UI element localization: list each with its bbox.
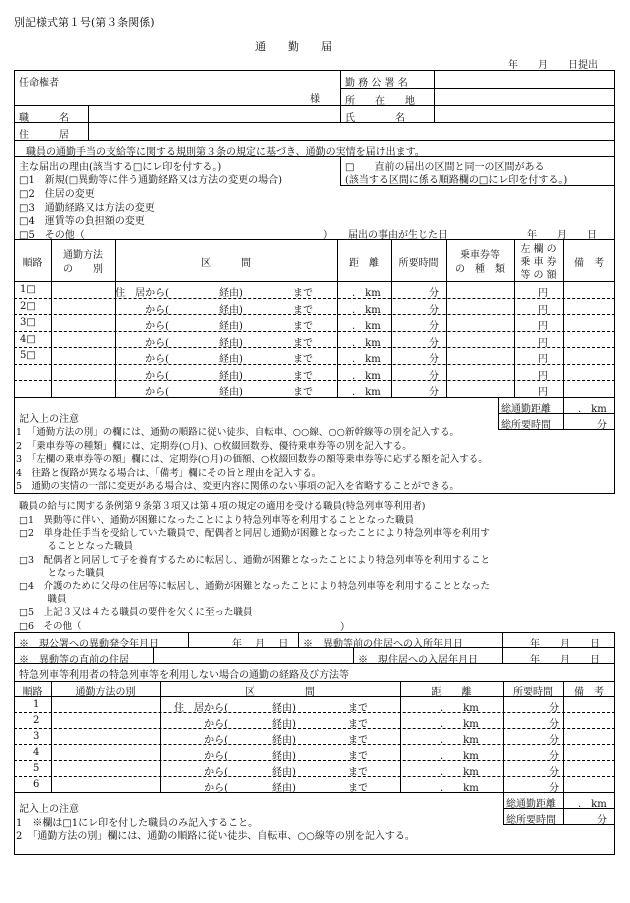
header-time: 所要時間 (513, 687, 553, 698)
row-via: 経由) (219, 304, 243, 316)
row-order[interactable]: 2□ (20, 300, 36, 312)
reason-2[interactable]: □2 住居の変更 (19, 189, 95, 200)
row-time[interactable]: 分 (429, 387, 439, 398)
row-order[interactable]: 4□ (20, 333, 36, 345)
row-amount[interactable]: 円 (538, 321, 548, 332)
row-time[interactable]: 分 (429, 337, 439, 349)
address-label: 所 在 地 (345, 96, 415, 107)
row-time[interactable]: 分 (549, 735, 559, 746)
row-to: まで (293, 288, 313, 299)
page-title: 通 勤 届 (255, 40, 332, 53)
row-via: 経由) (272, 751, 296, 762)
total-time-label: 総所要時間 (506, 815, 556, 826)
special-item: 職員 (19, 594, 67, 606)
prev-office-label: ※ 異動等の直前の住居 (19, 655, 129, 666)
row-to: まで (348, 719, 368, 730)
row-distance[interactable]: . km (440, 703, 479, 714)
notes1-item: 4 往路と復路が異なる場合は、「備考」欄にその旨と理由を記入する。 (16, 467, 322, 479)
row-time[interactable]: 分 (549, 719, 559, 730)
header-method: 通勤方法 (63, 250, 103, 261)
row-time[interactable]: 分 (429, 304, 439, 316)
prev-res-label: ※ 異動等前の住居への入所年月日 (303, 639, 463, 650)
row-time[interactable]: 分 (549, 767, 559, 778)
row-amount[interactable]: 円 (538, 337, 548, 349)
total-distance-label: 総通勤距離 (506, 799, 556, 810)
row-order[interactable]: 1□ (20, 284, 36, 295)
row-via: 経由) (272, 767, 296, 778)
row-distance[interactable]: . km (352, 387, 381, 398)
row-via: 経由) (272, 783, 296, 794)
row-order: 6 (33, 779, 40, 790)
row-via: 経由) (272, 703, 296, 714)
header-ticket: 乗車券等 (460, 250, 500, 261)
reason-5[interactable]: □5 その他（ (19, 230, 85, 241)
prev-res-date[interactable]: 年 月 日 (530, 639, 600, 650)
notes1-heading: 記入上の注意 (19, 414, 79, 425)
notes1-item: 1 「通勤方法の別」の欄には、通勤の順路に従い徒歩、自転車、○○線、○○新幹線等の別を記入する。 (16, 427, 459, 438)
honorific: 様 (310, 94, 320, 105)
row-distance[interactable]: . km (352, 321, 381, 332)
row-via: 経由) (219, 288, 243, 299)
row-distance[interactable]: . km (440, 783, 479, 794)
reason-3[interactable]: □3 通勤経路又は方法の変更 (19, 203, 155, 214)
row-time[interactable]: 分 (429, 370, 439, 382)
notes2-item: 2 「通勤方法の別」欄には、通勤の順路に従い徒歩、自転車、○○線等の別を記入する。 (16, 831, 415, 842)
row-to: まで (293, 354, 313, 365)
row-time[interactable]: 分 (429, 288, 439, 299)
same-section-note: (該当する区間に係る順路欄の□にレ印を付する。) (345, 175, 568, 186)
header-remarks: 備 考 (574, 687, 604, 698)
row-amount[interactable]: 円 (538, 304, 548, 316)
name-label: 氏 名 (345, 113, 405, 124)
cur-res-label: ※ 現住居への入居年月日 (358, 655, 478, 666)
header-amount: 左 欄 の (520, 244, 557, 255)
row-distance[interactable]: . km (352, 337, 381, 349)
row-amount[interactable]: 円 (538, 288, 548, 299)
row-time[interactable]: 分 (429, 321, 439, 332)
row-from: から( (204, 783, 228, 794)
row-to: まで (348, 767, 368, 778)
row-via: 経由) (219, 321, 243, 332)
appointer-label: 任命権者 (19, 78, 59, 89)
event-date-value[interactable]: 年 月 日 (527, 230, 597, 241)
row-amount[interactable]: 円 (538, 354, 548, 365)
special-item: ることとなった職員 (19, 541, 134, 553)
route2-title: 特急列車等利用者の特急列車等を利用しない場合の通勤の経路及び方法等 (19, 670, 349, 681)
special-item[interactable]: □3 配偶者と同居して子を養育するために転居し、通勤が困難となったことにより特急列車等を利用すること (19, 554, 491, 566)
row-distance[interactable]: . km (352, 288, 381, 299)
total-distance-value[interactable]: . km (578, 799, 607, 810)
job-label: 職 名 (19, 113, 69, 124)
row-to: まで (293, 304, 313, 316)
row-order: 1 (33, 699, 40, 710)
row-to: まで (348, 703, 368, 714)
form-id: 別記様式第１号(第３条関係) (14, 16, 155, 29)
row-time[interactable]: 分 (549, 751, 559, 762)
cur-office-label: ※ 現公署への異動発令年月日 (19, 639, 159, 650)
cur-res-date[interactable]: 年 月 日 (530, 655, 600, 666)
total-time-value[interactable]: 分 (597, 419, 607, 431)
special-item[interactable]: □5 上記３又は４たる職員の要件を欠くに至った職員 (19, 607, 253, 619)
row-from: から( (204, 767, 228, 778)
special-item: となった職員 (19, 567, 105, 579)
total-distance-value[interactable]: . km (578, 403, 607, 415)
header-order: 順路 (22, 687, 43, 698)
row-amount[interactable]: 円 (538, 370, 548, 382)
row-distance[interactable]: . km (440, 719, 479, 730)
row-distance[interactable]: . km (352, 304, 381, 316)
header-distance: 距 離 (349, 258, 379, 269)
row-distance[interactable]: . km (440, 767, 479, 778)
cur-office-date[interactable]: 年 月 日 (232, 639, 289, 650)
row-distance[interactable]: . km (440, 751, 479, 762)
row-from: から( (145, 304, 169, 316)
residence-label: 住 居 (19, 130, 69, 141)
row-order[interactable]: 3□ (20, 317, 36, 328)
special-item[interactable]: □6 その他（ (19, 620, 82, 632)
special-heading: 職員の給与に関する条例第９条第３項又は第４項の規定の適用を受ける職員(特急列車等利用者) (19, 501, 426, 512)
row-time[interactable]: 分 (549, 783, 559, 794)
header-order: 順路 (22, 258, 43, 269)
header-section: 区 間 (245, 687, 315, 698)
special-item[interactable]: □4 介護のために父母の住居等に転居し、通勤が困難となったことにより特急列車等を利用することとなった (19, 581, 491, 592)
row-from: から( (145, 387, 169, 398)
total-time-value[interactable]: 分 (597, 815, 607, 826)
row-order[interactable]: 5□ (20, 350, 36, 361)
row-via: 経由) (219, 354, 243, 365)
header-distance: 距 離 (431, 687, 472, 698)
header-section: 区 間 (201, 258, 251, 269)
row-to: まで (293, 337, 313, 349)
notes1-item: 2 「乗車券等の種類」欄には、定期券(○月)、○枚綴回数券、優待乗車券等の別を記入する。 (16, 440, 412, 452)
row-from: 住 居から( (115, 288, 169, 299)
row-from: から( (204, 719, 228, 730)
row-time[interactable]: 分 (429, 354, 439, 365)
office-name-label: 勤 務 公 署 名 (345, 78, 408, 89)
row-via: 経由) (219, 387, 243, 398)
event-date-label: 届出の事由が生じた日 (348, 230, 448, 241)
notes1-item: 5 通勤の実情の一部に変更がある場合は、変更内容に関係のない事項の記入を省略することができる。 (16, 481, 460, 492)
reason-heading: 主な届出の理由(該当する□にレ印を付する。) (19, 162, 222, 173)
row-from: から( (145, 321, 169, 332)
notes2-item: 1 ※欄は□1にレ印を付した職員のみ記入すること。 (16, 818, 259, 829)
row-amount[interactable]: 円 (538, 387, 548, 398)
header-method: の 別 (63, 264, 103, 275)
row-from: から( (145, 354, 169, 365)
special-item[interactable]: □1 異動等に伴い、通勤が困難になったことにより特急列車等を利用することとなった職員 (19, 515, 415, 526)
row-to: まで (348, 783, 368, 794)
row-from: から( (204, 735, 228, 746)
row-via: 経由) (272, 719, 296, 730)
row-via: 経由) (272, 735, 296, 746)
row-via: 経由) (219, 337, 243, 349)
header-method: 通勤方法の別 (75, 687, 136, 698)
row-via: 経由) (219, 370, 243, 382)
notes1-item: 3 「左欄の乗車券等の額」欄には、定期券(○月)の価額、○枚綴回数券の額等乗車券等に応ずる額を記入する。 (16, 454, 488, 465)
row-order: 5 (33, 763, 40, 774)
notes2-heading: 記入上の注意 (19, 804, 79, 815)
row-to: まで (293, 370, 313, 382)
total-distance-label: 総通勤距離 (501, 403, 551, 415)
row-to: まで (293, 321, 313, 332)
reason-4[interactable]: □4 運賃等の負担額の変更 (19, 216, 145, 227)
row-distance[interactable]: . km (440, 735, 479, 746)
header-amount: 乗 車 券 (520, 257, 557, 268)
row-order: 3 (33, 731, 40, 742)
same-section-check[interactable]: □ 直前の届出の区間と同一の区間がある (345, 162, 545, 173)
row-order: 2 (33, 715, 40, 726)
special-item[interactable]: □2 単身赴任手当を受給していた職員で、配偶者と同居し通勤が困難となったことにより特急列車等を利用す (19, 528, 490, 540)
total-time-label: 総所要時間 (501, 419, 551, 431)
reason-1[interactable]: □1 新規(□異動等に伴う通勤経路又は方法の変更の場合) (19, 175, 283, 186)
special-6-close: ） (340, 622, 350, 633)
row-to: まで (293, 387, 313, 398)
row-distance[interactable]: . km (352, 354, 381, 365)
row-from: から( (145, 337, 169, 349)
header-ticket: の 種 類 (455, 264, 505, 275)
row-from: から( (145, 370, 169, 382)
statement: 職員の通勤手当の支給等に関する規則第３条の規定に基づき、通勤の実情を届け出ます。 (16, 147, 425, 158)
row-to: まで (348, 735, 368, 746)
submission-date: 年 月 日提出 (508, 60, 598, 71)
header-time: 所要時間 (398, 258, 439, 269)
header-amount: 等 の 額 (520, 270, 557, 281)
row-time[interactable]: 分 (549, 703, 559, 714)
row-order: 4 (33, 747, 40, 758)
header-remarks: 備 考 (574, 258, 604, 269)
row-from: から( (204, 751, 228, 762)
row-to: まで (348, 751, 368, 762)
row-from: 住 居から( (174, 703, 228, 714)
row-distance[interactable]: . km (352, 370, 381, 382)
reason-5-close: ） (323, 230, 333, 241)
